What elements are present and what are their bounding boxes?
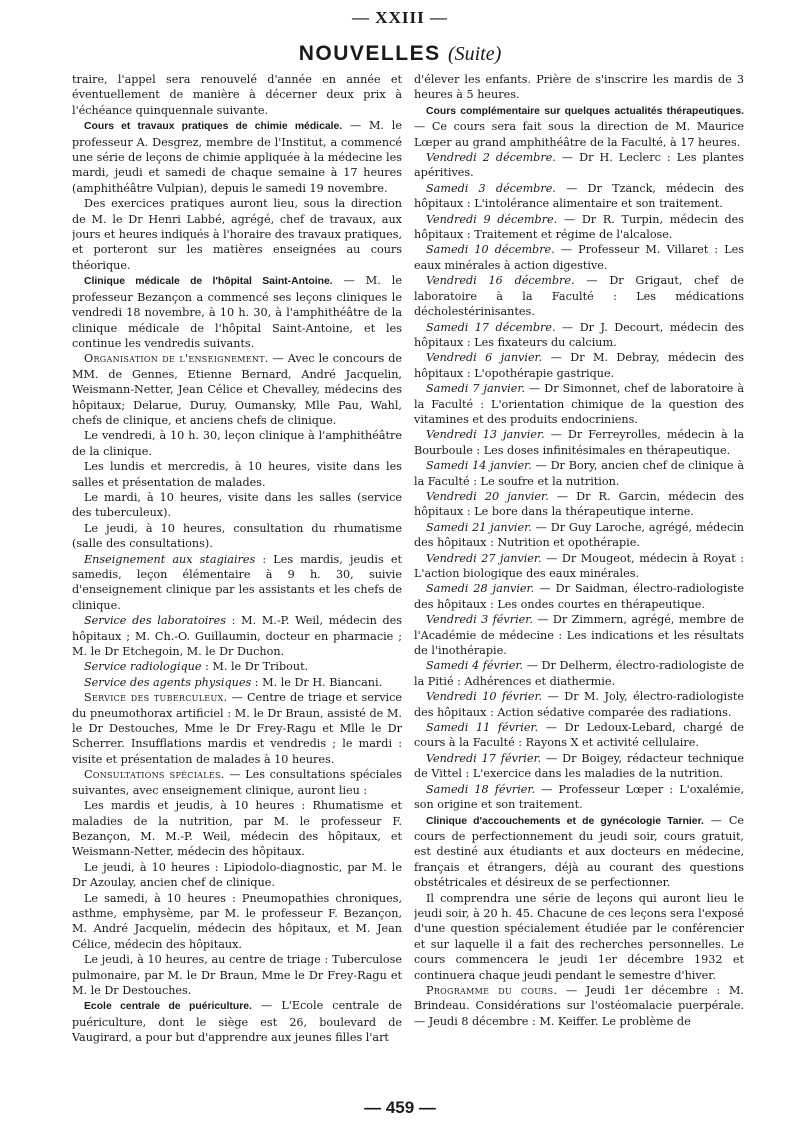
paragraph <box>414 273 744 319</box>
paragraph <box>72 273 402 351</box>
paragraph-text: — L'Ecole centrale de puériculture, dont le siège est 26, boulevard de Vaugirard, a pour but d'apprendre aux jeunes filles l'art <box>72 999 402 1045</box>
paragraph-lead: Vendredi 20 janvier. <box>426 489 549 503</box>
paragraph-text: — Professeur Lœper : L'oxalémie, son origine et son traitement. <box>414 782 744 812</box>
paragraph-text: traire, l'appel sera renouvelé d'année en année et éventuellement de manière à décerner deux prix à l'échéance quinquennale suivante. <box>72 73 402 117</box>
paragraph <box>414 103 744 150</box>
page-footer-number: — 459 — <box>364 1098 436 1117</box>
paragraph <box>72 998 402 1045</box>
paragraph <box>414 181 744 212</box>
paragraph <box>414 150 744 181</box>
paragraph-text: — Dr Mougeot, médecin à Royat : L'action biologique des eaux minérales. <box>414 551 744 580</box>
paragraph-text: Il comprendra une série de leçons qui auront lieu le jeudi soir, à 20 h. 45. Chacune de ces leçons sera l'exposé d'une question spécialement étudiée par le conférencier et sur laquelle il a fait des recherches personnelles. Le cours commencera le jeudi 1er décembre 1932 et continuera chaque jeudi pendant le semestre d'hiver. <box>414 891 744 982</box>
paragraph <box>414 689 744 720</box>
paragraph <box>414 427 744 458</box>
paragraph <box>72 118 402 196</box>
paragraph-text: — Dr Guy Laroche, agrégé, médecin des hôpitaux : Nutrition et opothérapie. <box>414 520 744 550</box>
paragraph-text: Les mardis et jeudis, à 10 heures : Rhumatisme et maladies de la nutrition, par M. le professeur F. Bezançon, M. M.-P. Weil, médecin des hôpitaux, et Weismann-Netter, médecin des hôpitaux. <box>72 799 402 859</box>
paragraph-text: — Dr Grigaut, chef de laboratoire à la Faculté : Les médications décholestérinisantes. <box>414 274 744 319</box>
paragraph-lead: Service des agents physiques <box>84 675 252 689</box>
paragraph <box>72 521 402 552</box>
paragraph <box>72 428 402 459</box>
paragraph-lead: Enseignement aux stagiaires <box>84 552 256 566</box>
paragraph-lead: Samedi 21 janvier. <box>426 520 532 534</box>
paragraph <box>414 612 744 658</box>
paragraph-text: — Dr Bory, ancien chef de clinique à la Faculté : Le soufre et la nutrition. <box>414 459 744 488</box>
paragraph-text: — Dr R. Garcin, médecin des hôpitaux : Le bore dans la thérapeutique interne. <box>414 489 744 519</box>
paragraph-lead: Samedi 3 décembre. <box>426 181 556 195</box>
paragraph <box>414 489 744 520</box>
paragraph-text: : M. le Dr Tribout. <box>201 660 309 674</box>
paragraph <box>414 581 744 612</box>
paragraph-text: Le jeudi, à 10 heures : Lipiodolo-diagnostic, par M. le Dr Azoulay, ancien chef de clinique. <box>72 860 402 890</box>
paragraph <box>414 242 744 273</box>
paragraph <box>72 767 402 798</box>
paragraph-text: — Dr M. Joly, électro-radiologiste des hôpitaux : Action sédative comparée des radiations. <box>414 690 744 719</box>
paragraph <box>72 659 402 674</box>
paragraph-lead: Samedi 7 janvier. <box>426 382 526 396</box>
paragraph-lead: Programme du cours. <box>426 983 558 997</box>
paragraph-text: — Professeur M. Villaret : Les eaux minérales à action digestive. <box>414 243 744 272</box>
paragraph <box>414 751 744 782</box>
paragraph <box>414 520 744 551</box>
paragraph-lead: Vendredi 16 décembre. <box>426 274 575 288</box>
paragraph-text: — Dr Delherm, électro-radiologiste de la Pitié : Adhérences et diathermie. <box>414 659 744 688</box>
paragraph-text: — Dr R. Turpin, médecin des hôpitaux : Traitement et régime de l'alcalose. <box>414 212 744 242</box>
paragraph <box>414 782 744 813</box>
paragraph <box>72 952 402 998</box>
paragraph-lead: Cours et travaux pratiques de chimie médicale. <box>84 121 343 133</box>
right-column <box>414 72 744 1092</box>
left-column <box>72 72 402 1092</box>
paragraph-lead: Samedi 14 janvier. <box>426 459 532 473</box>
paragraph-text: — Dr Tzanck, médecin des hôpitaux : L'intolérance alimentaire et son traitement. <box>414 181 744 211</box>
paragraph-text: Des exercices pratiques auront lieu, sous la direction de M. le Dr Henri Labbé, agrégé, chef de travaux, aux jours et heures indiqués à l'horaire des travaux pratiques, et porteront sur les matières enseignées au cours théorique. <box>72 197 402 272</box>
paragraph <box>72 891 402 953</box>
paragraph-text: — Ce cours de perfectionnement du jeudi soir, cours gratuit, est destiné aux étudiants et aux docteurs en médecine, français et étrangers, déjà au courant des questions obstétricales et désireux de se perfectionner. <box>414 813 744 890</box>
paragraph <box>72 798 402 860</box>
paragraph <box>414 320 744 351</box>
section-title-suffix: (Suite) <box>447 43 502 65</box>
paragraph <box>414 381 744 427</box>
paragraph-text: — M. le professeur A. Desgrez, membre de l'Institut, a commencé une série de leçons de chimie appliquée à la médecine les mardi, jeudi et samedi de chaque semaine à 17 heures (amphithéâtre Vulpian), depuis le samedi 19 novembre. <box>72 119 402 195</box>
paragraph-text: Le mardi, à 10 heures, visite dans les salles (service des tuberculeux). <box>72 490 402 520</box>
section-title-main: NOUVELLES <box>298 42 441 65</box>
paragraph-text: — Dr M. Debray, médecin des hôpitaux : L'opothérapie gastrique. <box>414 351 744 380</box>
paragraph-lead: Clinique médicale de l'hôpital Saint-Antoine. <box>84 276 333 288</box>
paragraph-text: : M. M.-P. Weil, médecin des hôpitaux ; M. Ch.-O. Guillaumin, docteur en pharmacie ; M. le Dr Etchegoin, M. le Dr Duchon. <box>72 614 402 659</box>
paragraph <box>72 613 402 659</box>
paragraph <box>72 860 402 891</box>
paragraph <box>414 350 744 381</box>
paragraph-lead: Samedi 28 janvier. <box>426 582 535 596</box>
paragraph-lead: Vendredi 9 décembre. <box>426 212 558 226</box>
paragraph <box>72 72 402 118</box>
paragraph <box>414 720 744 751</box>
paragraph <box>72 552 402 614</box>
paragraph-lead: Samedi 18 février. <box>426 782 536 796</box>
paragraph-lead: Samedi 11 février. <box>426 721 539 735</box>
paragraph-text: Le vendredi, à 10 h. 30, leçon clinique à l'amphithéâtre de la clinique. <box>72 429 402 458</box>
paragraph <box>414 983 744 1029</box>
section-title <box>0 42 800 66</box>
paragraph <box>414 212 744 243</box>
paragraph <box>414 891 744 983</box>
paragraph-text: — Ce cours sera fait sous la direction de M. Maurice Lœper au grand amphithéâtre de la Faculté, à 17 heures. <box>414 120 744 149</box>
paragraph-lead: Vendredi 13 janvier. <box>426 428 545 442</box>
paragraph-lead: Samedi 10 décembre. <box>426 243 555 257</box>
paragraph-text: — Jeudi 1er décembre : M. Brindeau. Considérations sur l'ostéomalacie puerpérale. — Jeudi 8 décembre : M. Keiffer. Le problème de <box>414 983 744 1028</box>
paragraph-text: Le jeudi, à 10 heures, consultation du rhumatisme (salle des consultations). <box>72 521 402 551</box>
paragraph-text: — Dr Zimmern, agrégé, membre de l'Académie de médecine : Les indications et les résultats de l'inothérapie. <box>414 613 744 658</box>
paragraph-text: : M. le Dr H. Biancani. <box>251 675 383 689</box>
paragraph-text: — Dr Saidman, électro-radiologiste des hôpitaux : Les ondes courtes en thérapeutique. <box>414 582 744 611</box>
paragraph-text: Le samedi, à 10 heures : Pneumopathies chroniques, asthme, emphysème, par M. le professeur F. Bezançon, M. André Jacquelin, médecin des hôpitaux, et M. Jean Célice, médecin des hôpitaux. <box>72 891 402 951</box>
paragraph-lead: Vendredi 3 février. <box>426 613 533 627</box>
paragraph-text: — M. le professeur Bezançon a commencé ses leçons cliniques le vendredi 18 novembre, à 10 h. 30, à l'amphithéâtre de la clinique médicale de l'hôpital Saint-Antoine, et les continue les vendredis suivants. <box>72 274 402 350</box>
paragraph-lead: Service des laboratoires <box>84 614 226 628</box>
paragraph-lead: Vendredi 2 décembre. <box>426 151 556 165</box>
paragraph-lead: Samedi 17 décembre. <box>426 320 556 334</box>
paragraph-text: : Les mardis, jeudis et samedis, leçon élémentaire à 9 h. 30, suivie d'enseignement clinique par les assistants et les chefs de clinique. <box>72 552 402 612</box>
paragraph-text: — Dr Ledoux-Lebard, chargé de cours à la Faculté : Rayons X et activité cellulaire. <box>414 721 744 750</box>
paragraph-text: Les lundis et mercredis, à 10 heures, visite dans les salles et présentation de malades. <box>72 460 402 489</box>
paragraph-text: — Les consultations spéciales suivantes, avec enseignement clinique, auront lieu : <box>72 768 402 797</box>
paragraph-lead: Vendredi 10 février. <box>426 690 543 704</box>
paragraph-text: — Dr Boigey, rédacteur technique de Vittel : L'exercice dans les maladies de la nutrition. <box>414 751 744 781</box>
paragraph <box>72 351 402 428</box>
paragraph-text: — Avec le concours de MM. de Gennes, Etienne Bernard, André Jacquelin, Weismann-Netter, Jean Célice et Chevalley, médecins des hôpitaux; Delarue, Duruy, Oumansky, Mlle Pau, Wahl, chefs de clinique, et anciens chefs de clinique. <box>72 352 402 427</box>
paragraph-lead: Service radiologique <box>84 660 202 674</box>
paragraph <box>72 690 402 767</box>
paragraph-lead: Cours complémentaire sur quelques actualités thérapeutiques. <box>426 105 744 117</box>
paragraph <box>72 675 402 690</box>
paragraph-lead: Vendredi 27 janvier. <box>426 551 542 565</box>
paragraph-text: — Dr J. Decourt, médecin des hôpitaux : Les fixateurs du calcium. <box>414 320 744 349</box>
paragraph <box>414 551 744 582</box>
paragraph-lead: Ecole centrale de puériculture. <box>84 1001 252 1013</box>
paragraph-lead: Vendredi 6 janvier. <box>426 351 543 365</box>
paragraph-lead: Vendredi 17 février. <box>426 751 542 765</box>
paragraph-lead: Samedi 4 février. <box>426 659 524 673</box>
paragraph-text: — Dr H. Leclerc : Les plantes apéritives. <box>414 151 744 180</box>
paragraph-lead: Service des tuberculeux. <box>84 691 228 705</box>
paragraph-text: — Dr Ferreyrolles, médecin à la Bourboule : Les doses infinitésimales en thérapeutique. <box>414 428 744 457</box>
paragraph <box>414 72 744 103</box>
paragraph-lead: Organisation de l'enseignement. <box>84 352 269 366</box>
paragraph-text: — Dr Simonnet, chef de laboratoire à la Faculté : L'orientation chimique de la question des vitamines et des produits endocriniens. <box>414 382 744 426</box>
paragraph <box>414 813 744 891</box>
paragraph <box>414 458 744 489</box>
paragraph <box>414 658 744 689</box>
running-header-page-number: — XXIII — <box>352 8 448 27</box>
paragraph <box>72 196 402 273</box>
paragraph <box>72 490 402 521</box>
paragraph-text: — Centre de triage et service du pneumothorax artificiel : M. le Dr Braun, assisté de M. le Dr Destouches, Mme le Dr Frey-Ragu et Mlle le Dr Scherrer. Insufflations mardis et vendredis ; le mardi : visite et présentation de malades à 10 heures. <box>72 691 402 766</box>
paragraph-lead: Clinique d'accouchements et de gynécologie Tarnier. <box>426 815 704 827</box>
paragraph-lead: Consultations spéciales. <box>84 768 225 782</box>
paragraph-text: d'élever les enfants. Prière de s'inscrire les mardis de 3 heures à 5 heures. <box>414 73 744 102</box>
paragraph <box>72 459 402 490</box>
paragraph-text: Le jeudi, à 10 heures, au centre de triage : Tuberculose pulmonaire, par M. le Dr Braun, Mme le Dr Frey-Ragu et M. le Dr Destouches. <box>72 953 402 997</box>
